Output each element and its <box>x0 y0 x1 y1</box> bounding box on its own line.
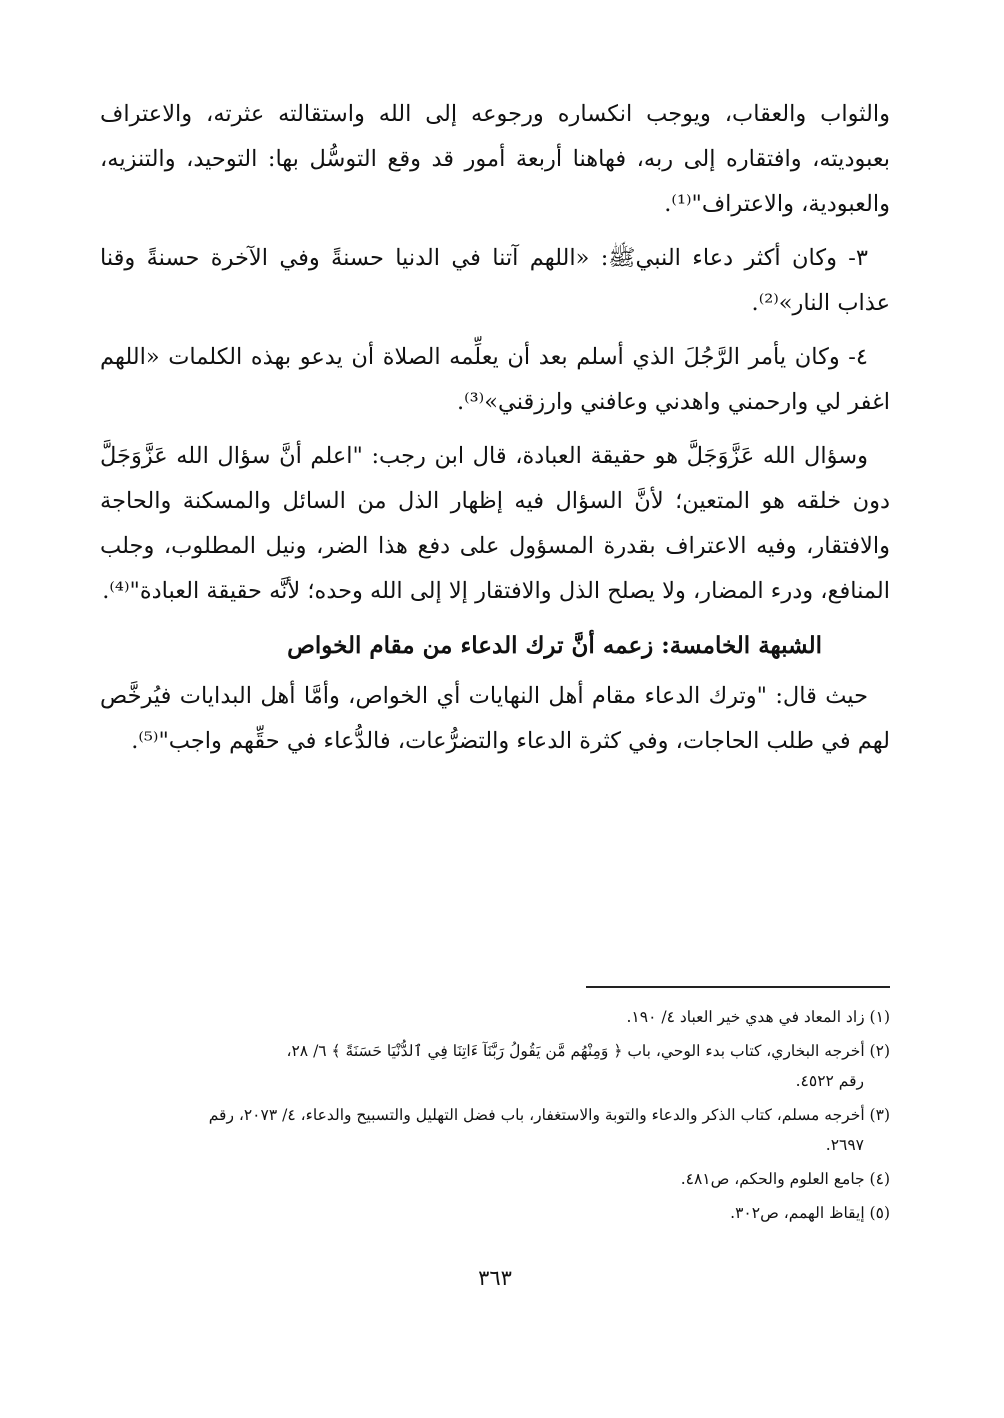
footnote-text: (٥) إيقاظ الهمم، ص٣٠٢. <box>730 1204 890 1222</box>
paragraph-5: حيث قال: "وترك الدعاء مقام أهل النهايات أي الخواص، وأمَّا أهل البدايات فيُرخَّص لهم في طلب الحاجات، وفي كثرة الدعاء والتضرُّعات، فالدُّعاء في حقِّهم واجب"⁽⁵⁾. <box>100 683 890 754</box>
paragraph-4: وسؤال الله عَزَّوَجَلَّ هو حقيقة العبادة، قال ابن رجب: "اعلم أنَّ سؤال الله عَزَّوَجَلَّ دون خلقه هو المتعين؛ لأنَّ السؤال فيه إظهار الذل من السائل والمسكنة والحاجة والافتقار، وفيه الاعتراف بقدرة المسؤول على دفع هذا الضر، ونيل المطلوب، وجلب المنافع، ودرء المضار، ولا يصلح الذل والافتقار إلا إلى الله وحده؛ لأنَّه حقيقة العبادة"⁽⁴⁾. <box>100 443 890 604</box>
main-text <box>100 92 890 764</box>
footnote-text: (٣) أخرجه مسلم، كتاب الذكر والدعاء والتوبة والاستغفار، باب فضل التهليل والتسبيح والدعاء، ٤/ ٢٠٧٣، رقم <box>208 1106 890 1124</box>
footnote-text: (٢) أخرجه البخاري، كتاب بدء الوحي، باب ﴿ وَمِنْهُم مَّن يَقُولُ رَبَّنَآ ءَاتِنَا فِي ٱلدُّنْيَا حَسَنَةً ﴾ ٦/ ٢٨، <box>286 1042 890 1060</box>
footnote-text: (١) زاد المعاد في هدي خير العباد ٤/ ١٩٠. <box>626 1008 890 1026</box>
section-heading: الشبهة الخامسة: زعمه أنَّ ترك الدعاء من مقام الخواص <box>287 632 822 659</box>
footnote-2 <box>100 1036 890 1096</box>
footnotes <box>100 1002 890 1232</box>
footnote-3 <box>100 1100 890 1160</box>
footnote-separator <box>586 986 890 988</box>
footnote-1 <box>100 1002 890 1032</box>
paragraph-3: ٤- وكان يأمر الرَّجُلَ الذي أسلم بعد أن يعلِّمه الصلاة أن يدعو بهذه الكلمات «اللهم اغفر لي وارحمني واهدني وعافني وارزقني»⁽³⁾. <box>100 344 890 415</box>
paragraph-1: والثواب والعقاب، ويوجب انكساره ورجوعه إلى الله واستقالته عثرته، والاعتراف بعبوديته، وافتقاره إلى ربه، فهاهنا أربعة أمور قد وقع التوسُّل بها: التوحيد، والتنزيه، والعبودية، والاعتراف"⁽¹⁾. <box>100 101 890 217</box>
page-number: ٣٦٣ <box>478 1266 512 1290</box>
footnote-continuation: ٢٦٩٧. <box>825 1136 864 1154</box>
footnote-4 <box>100 1164 890 1194</box>
footnote-text: (٤) جامع العلوم والحكم، ص٤٨١. <box>680 1170 890 1188</box>
document-page <box>100 92 890 1332</box>
footnote-5 <box>100 1198 890 1228</box>
footnote-continuation: رقم ٤٥٢٢. <box>795 1072 864 1090</box>
paragraph-2: ٣- وكان أكثر دعاء النبيﷺ: «اللهم آتنا في الدنيا حسنةً وفي الآخرة حسنةً وقنا عذاب النار»⁽²⁾. <box>100 245 890 316</box>
